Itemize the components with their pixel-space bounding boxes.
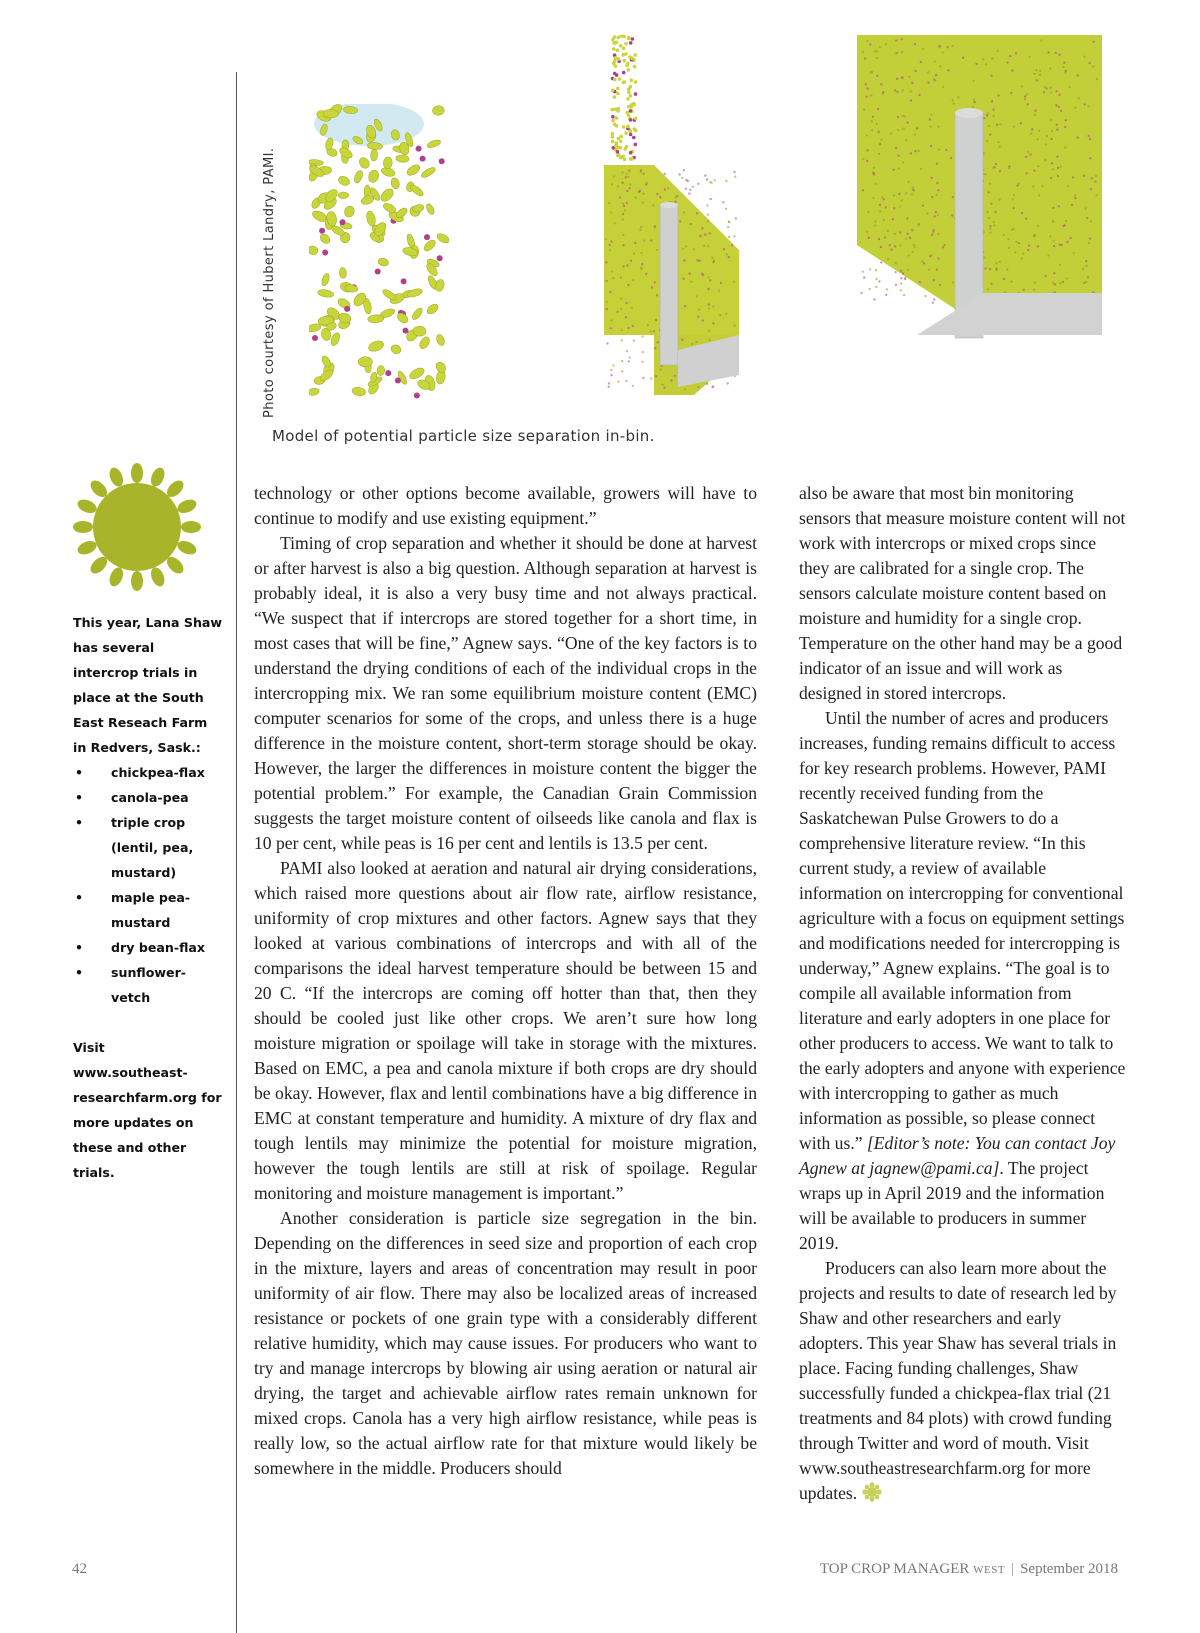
magazine-footer [820,1561,1118,1578]
column-rule [236,72,237,1633]
body-column-1 [254,481,757,1481]
sidebar-intro: This year, Lana Shaw has several intercrop trials in place at the South East Reseach Farm in Redvers, Sask.: [73,615,223,755]
trial-list [73,760,223,1010]
sun-icon [72,462,202,592]
magazine-name: TOP CROP MANAGER [819,1561,970,1577]
editors-note: [Editor’s note: You can contact Joy Agnew at jagnew@pami.ca] [799,1133,1116,1178]
paragraph: Timing of crop separation and whether it should be done at harvest or after harvest is also a big question. Although separation at harvest is probably ideal, it is also a very busy time and not always practical. “We suspect that if intercrops are stored together for a short time, in most cases that will be fine,” Agnew says. “One of the key factors is to understand the drying conditions of each of the individual crops in the intercropping mix. We ran some equilibrium moisture content (EMC) computer scenarios for some of the crops, and unless there is a huge difference in the moisture content, short-term storage should be okay. However, the larger the differences in moisture content the bigger the potential problem.” For example, the Canadian Grain Commission suggests the target moisture content of oilseeds like canola and flax is 10 per cent, while peas is 16 per cent and lentils is 13.5 per cent. [254,533,757,853]
bin-fill-model-image [594,35,739,395]
paragraph: PAMI also looked at aeration and natural air drying considerations, which raised more questions about air flow rate, airflow resistance, uniformity of crop mixtures and other factors. Agnew says that they looked at various combinations of intercrops and with all of the comparisons the ideal harvest temperature should be between 15 and 20 C. “If the intercrops are coming off hotter than that, then they should be cooled just like other crops. We aren’t sure how long moisture migration or spoilage will take in storage with the mixtures. Based on EMC, a pea and canola mixture if both crops are dry should be okay. However, flax and lentil combinations have a big difference in EMC at constant temperature and humidity. A mixture of dry flax and tough lentils may minimize the potential for moisture migration, however the tough lentils are still at risk of spoilage. Regular monitoring and moisture management is important.” [254,858,757,1203]
list-item: • dry bean-flax [73,935,223,960]
end-mark-icon [862,1482,882,1502]
paragraph-text: . The project wraps up in April 2019 and the information will be available to producers in summer 2019. [799,1158,1105,1253]
paragraph [799,1256,1127,1506]
body-column-2 [799,481,1127,1506]
page-number: 42 [72,1561,87,1577]
sidebar-box [73,610,223,1185]
bin-segregation-model-image [857,35,1102,345]
list-item: • sunflower-vetch [73,960,223,1010]
list-item: • canola-pea [73,785,223,810]
magazine-edition: WEST [973,1564,1006,1576]
list-item: • maple pea-mustard [73,885,223,935]
sidebar-visit: Visit www.southeast-researchfarm.org for more updates on these and other trials. [73,1040,222,1180]
issue-date: September 2018 [1020,1561,1118,1577]
figure-caption: Model of potential particle size separation in-bin. [272,427,655,445]
paragraph-text: Producers can also learn more about the projects and results to date of research led by Shaw and other researchers and early adopters. This year Shaw has several trials in place. Facing funding challenges, Shaw successfully funded a chickpea-flax trial (21 treatments and 84 plots) with crowd funding through Twitter and word of mouth. Visit www.southeastresearchfarm.org for more updates. [799,1258,1117,1503]
list-item: • triple crop (lentil, pea, mustard) [73,810,223,885]
paragraph-text: Until the number of acres and producers increases, funding remains difficult to access for key research problems. However, PAMI recently received funding from the Saskatchewan Pulse Growers to do a comprehensive literature review. “In this current study, a review of available information on intercropping for conventional agriculture with a focus on equipment settings and modifications needed for intercropping is underway,” Agnew explains. “The goal is to compile all available information from literature and early adopters in one place for other producers to access. We want to talk to the early adopters and anyone with experience with intercropping to gather as much information as possible, so please connect with us.” [799,708,1126,1153]
paragraph [799,706,1127,1256]
paragraph: technology or other options become available, growers will have to continue to modify and use existing equipment.” [254,483,757,528]
paragraph: also be aware that most bin monitoring sensors that measure moisture content will not work with intercrops or mixed crops since they are calibrated for a single crop. The sensors calculate moisture content based on moisture and humidity for a single crop. Temperature on the other hand may be a good indicator of an issue and will work as designed in stored intercrops. [799,483,1126,703]
list-item: • chickpea-flax [73,760,223,785]
photo-credit: Photo courtesy of Hubert Landry, PAMI. [262,147,277,418]
particle-closeup-image [309,104,449,404]
footer-separator: | [1011,1561,1015,1577]
paragraph: Another consideration is particle size segregation in the bin. Depending on the differences in seed size and proportion of each crop in the mixture, layers and areas of concentration may result in poor uniformity of air flow. There may also be localized areas of increased resistance or pockets of one grain type with a considerably different relative humidity, which may cause issues. For producers who want to try and manage intercrops by blowing air using aeration or natural air drying, the target and achievable airflow rates remain unknown for mixed crops. Canola has a very high airflow resistance, while peas is really low, so the actual airflow rate for that mixture would likely be somewhere in the middle. Producers should [254,1208,757,1478]
